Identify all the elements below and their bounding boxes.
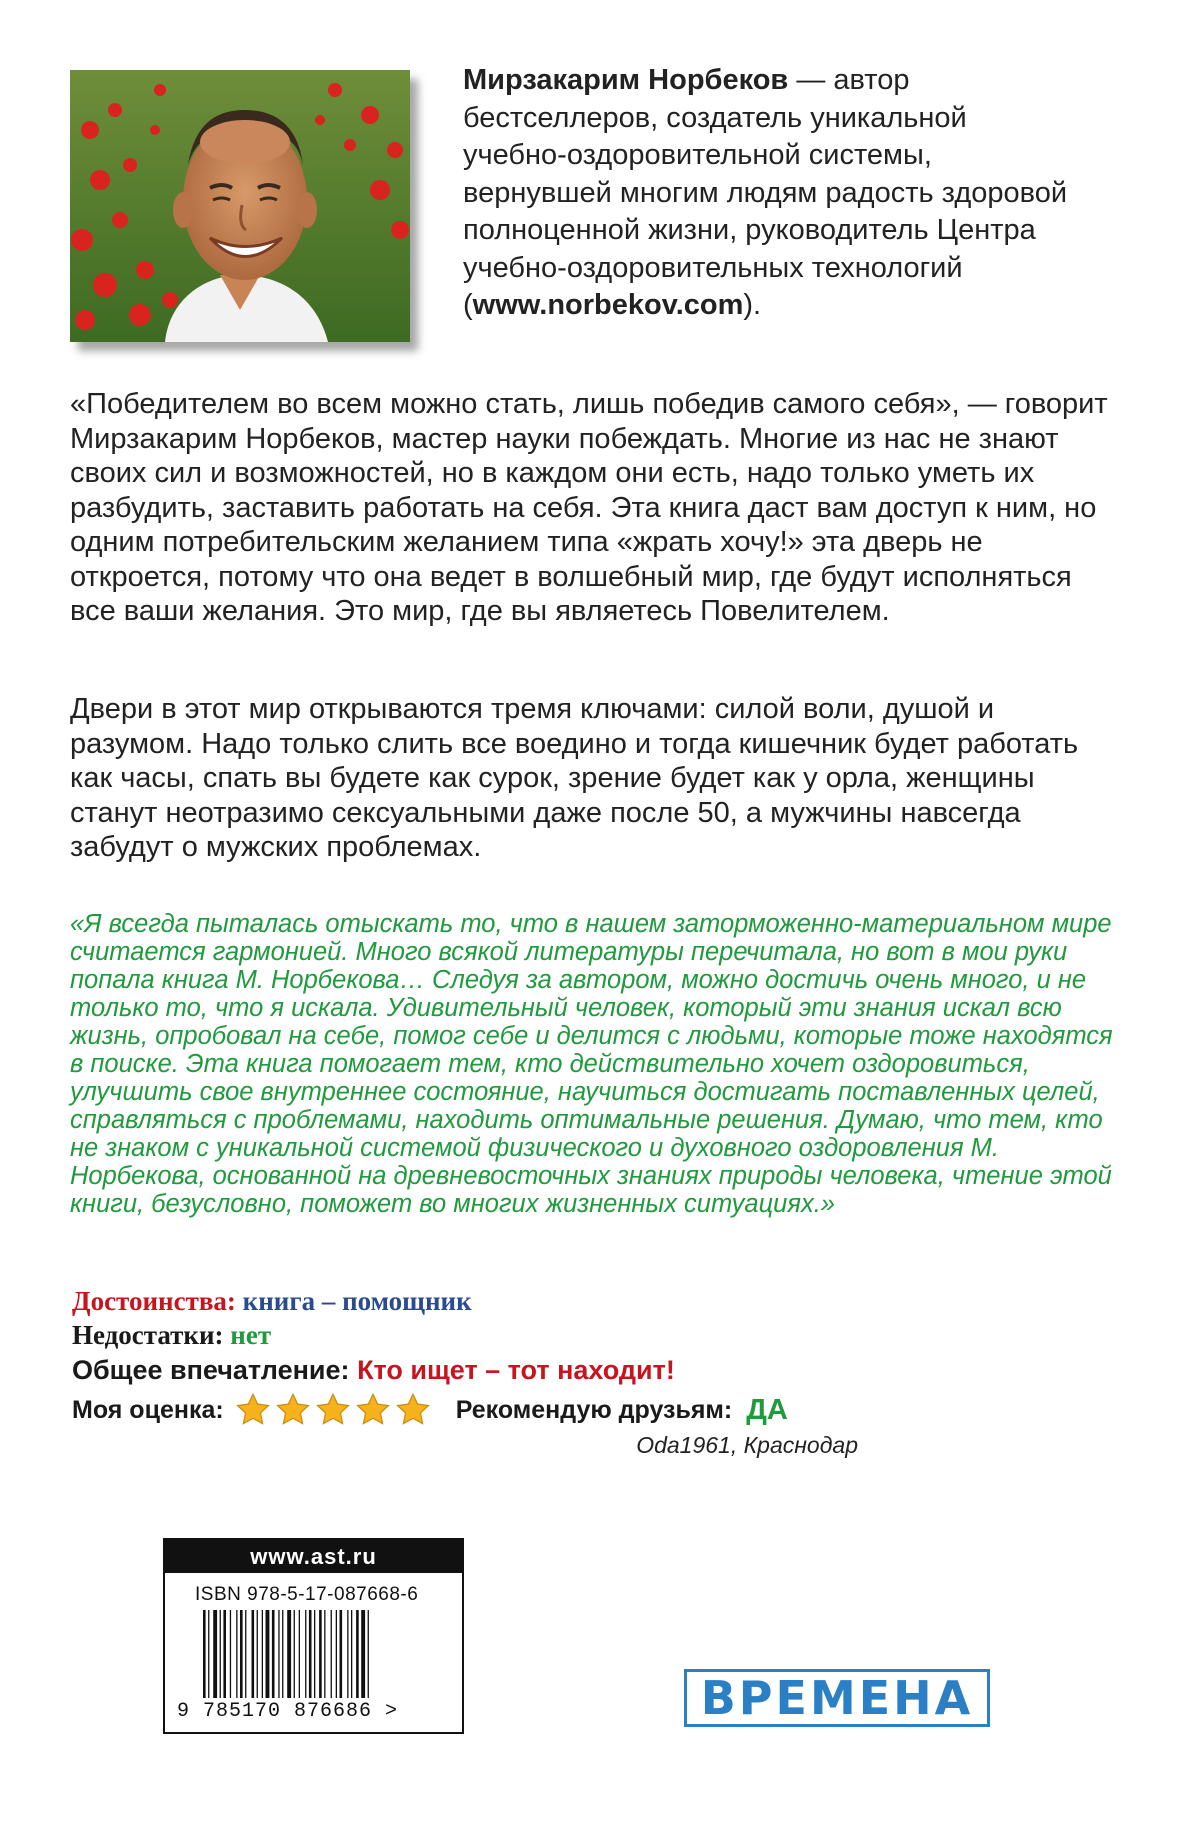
review-cons xyxy=(72,1320,271,1351)
barcode-bar xyxy=(347,1610,348,1698)
barcode-bar xyxy=(356,1610,359,1698)
impression-value: Кто ищет – тот находит! xyxy=(357,1355,675,1385)
barcode-bar xyxy=(236,1610,237,1698)
author-bio-end: ). xyxy=(743,289,762,321)
author-bio xyxy=(463,62,1073,325)
barcode-bar xyxy=(213,1610,217,1698)
publisher-name: ВРЕМЕНА xyxy=(700,1671,974,1725)
description-paragraph-1: «Победителем во всем можно стать, лишь победив самого себя», — говорит Мирзакарим Норбеков, мастер науки побеждать. Многие из нас не знают своих сил и возможностей, но в каждом они есть, надо только уметь их разбудить, заставить работать на себя. Эта книга даст вам доступ к ним, но одним потребительским желанием типа «жрать хочу!» эта дверь не откроется, потому что она ведет в волшебный мир, где будут исполняться все ваши желания. Это мир, где вы являетесь Повелителем. xyxy=(70,388,1108,627)
author-name: Мирзакарим Норбеков xyxy=(463,64,789,96)
reviewer-name: Oda1961 xyxy=(636,1432,731,1458)
review-impression: Общее впечатление: Кто ищет – тот находит! xyxy=(72,1355,675,1385)
barcode-bar xyxy=(257,1610,258,1698)
impression-label: Общее впечатление xyxy=(72,1355,341,1385)
barcode-bar xyxy=(203,1610,206,1698)
author-website: www.norbekov.com xyxy=(472,289,744,321)
publisher-logo xyxy=(684,1669,990,1727)
barcode-bar xyxy=(230,1610,231,1698)
isbn-text: ISBN 978-5-17-087668-6 xyxy=(195,1584,419,1605)
cons-value: нет xyxy=(230,1320,272,1350)
pros-value: книга – помощник xyxy=(242,1286,472,1316)
barcode-bar xyxy=(220,1610,221,1698)
star-icon xyxy=(394,1392,432,1428)
barcode-bar xyxy=(262,1610,263,1698)
description-paragraph-2: Двери в этот мир открываются тремя ключами: силой воли, душой и разумом. Надо только слить все воедино и тогда кишечник будет работать как часы, спать вы будете как сурок, зрение будет как у орла, женщины станут неотразимо сексуальными даже после 50, а мужчины навсегда забудут о мужских проблемах. xyxy=(70,693,1079,863)
barcode-bar xyxy=(299,1610,300,1698)
review-rating xyxy=(72,1392,788,1428)
star-icon xyxy=(314,1392,352,1428)
barcode-bar xyxy=(340,1610,343,1698)
barcode-digits: 9 785170 876686 > xyxy=(177,1700,399,1723)
author-bio-text: — автор бестселлеров, создатель уникальной учебно-оздоровительной системы, вернувшей многим людям радость здоровой полноценной жизни, руководитель Центра учебно-оздоровительных технологий ( xyxy=(463,64,1068,321)
author-photo xyxy=(70,70,410,342)
barcode-bar xyxy=(351,1610,352,1698)
barcode-bar xyxy=(309,1610,312,1698)
barcode-bar xyxy=(314,1610,315,1698)
publisher-site: www.ast.ru xyxy=(165,1540,462,1573)
barcode-bar xyxy=(305,1610,306,1698)
barcode-bar xyxy=(208,1610,209,1698)
barcode-bars xyxy=(203,1610,425,1698)
barcode-bar xyxy=(266,1610,270,1698)
barcode-bar xyxy=(245,1610,246,1698)
cons-label: Недостатки: xyxy=(72,1320,224,1350)
star-icon xyxy=(354,1392,392,1428)
barcode-bar xyxy=(319,1610,322,1698)
author-portrait-image xyxy=(70,70,410,342)
barcode-bar xyxy=(336,1610,337,1698)
barcode-bar xyxy=(252,1610,255,1698)
barcode-bar xyxy=(324,1610,325,1698)
rating-label: Моя оценка: xyxy=(72,1395,224,1424)
barcode-bar xyxy=(368,1610,369,1698)
barcode-bar xyxy=(272,1610,275,1698)
star-icon xyxy=(274,1392,312,1428)
barcode-bar xyxy=(240,1610,243,1698)
pros-label: Достоинства: xyxy=(72,1286,236,1316)
barcode-bar xyxy=(287,1610,291,1698)
barcode-bar xyxy=(361,1610,365,1698)
review-pros xyxy=(72,1286,472,1317)
star-icon xyxy=(234,1392,272,1428)
barcode-bar xyxy=(278,1610,279,1698)
reviewer-signature: Oda1961, Краснодар xyxy=(636,1432,858,1458)
recommend-value: ДА xyxy=(746,1393,788,1426)
rating-stars xyxy=(234,1392,434,1428)
barcode-box xyxy=(163,1538,464,1734)
barcode-bar xyxy=(331,1610,332,1698)
barcode-bar xyxy=(294,1610,295,1698)
barcode-bar xyxy=(223,1610,226,1698)
barcode-bar xyxy=(282,1610,283,1698)
reviewer-city: Краснодар xyxy=(743,1432,858,1458)
reader-quote: «Я всегда пыталась отыскать то, что в нашем заторможенно-материальном мире считается гармонией. Много всякой литературы перечитала, но вот в мои руки попала книга М. Норбекова… Следуя за автором, можно достичь очень много, и не только то, что я искала. Удивительный человек, который эти знания искал всю жизнь, опробовал на себе, помог себе и делится с людьми, которые тоже находятся в поиске. Эта книга помогает тем, кто действительно хочет оздоровиться, улучшить свое внутреннее состояние, научиться достигать поставленных целей, справляться с проблемами, находить оптимальные решения. Думаю, что тем, кто не знаком с уникальной системой физического и духовного оздоровления М. Норбекова, основанной на древневосточных знаниях природы человека, чтение этой книги, безусловно, поможет во многих жизненных ситуациях.» xyxy=(70,910,1113,1218)
recommend-label: Рекомендую друзьям: xyxy=(455,1395,733,1424)
